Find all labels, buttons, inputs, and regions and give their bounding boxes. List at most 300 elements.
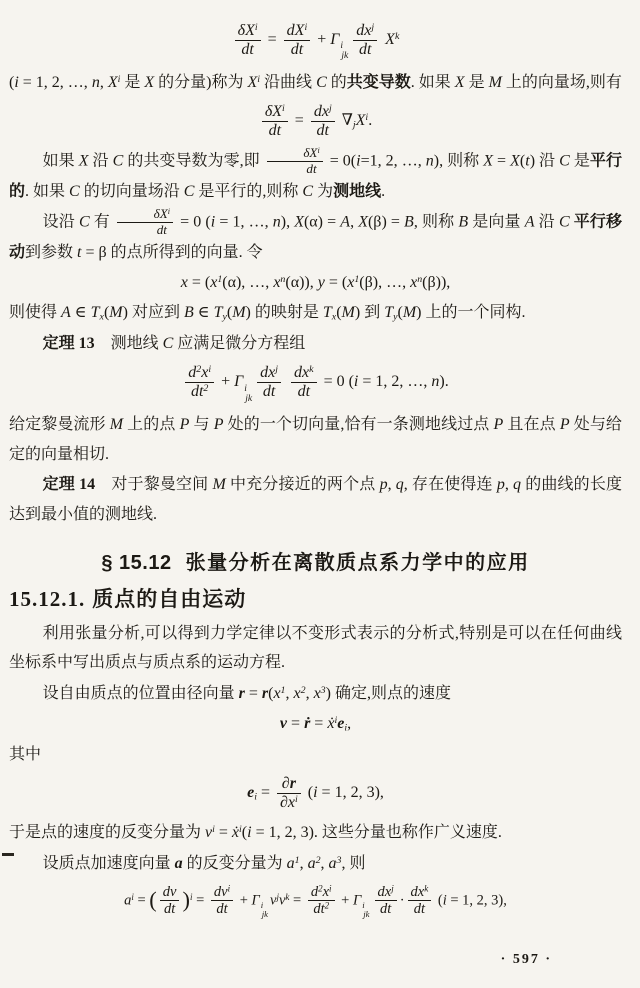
text-run: , xyxy=(285,684,294,702)
text-run: + xyxy=(313,31,331,48)
fraction xyxy=(160,884,180,917)
math-var: X xyxy=(78,152,89,170)
superscript: i xyxy=(329,883,332,894)
text-run: = 1, 2, …, xyxy=(18,73,92,91)
sup-sub xyxy=(362,901,369,920)
superscript: i xyxy=(362,900,365,911)
math-var: i xyxy=(442,892,447,909)
math-var: dt xyxy=(216,901,228,918)
superscript: i xyxy=(260,900,264,911)
superscript: i xyxy=(317,146,320,156)
math-var: T xyxy=(213,304,223,322)
math-var: dx xyxy=(377,884,392,901)
page-content xyxy=(9,22,622,920)
math-var: n xyxy=(91,73,100,91)
math-var: p xyxy=(379,476,388,494)
text-run: . 如果 xyxy=(410,73,455,91)
text-run: 对于黎曼空间 xyxy=(95,476,213,494)
text-run: 上的向量场,则有 xyxy=(501,73,622,91)
math-var: P xyxy=(179,416,190,434)
text-run: ( xyxy=(103,304,110,322)
math-var: P xyxy=(213,416,224,434)
text-run: ) 沿 xyxy=(529,152,560,170)
text-run: 沿 xyxy=(534,213,559,231)
math-var: M xyxy=(109,416,124,434)
subsection-title: 质点的自由运动 xyxy=(92,587,247,611)
superscript: k xyxy=(394,31,400,43)
math-var: dv xyxy=(213,884,228,901)
superscript: n xyxy=(417,274,423,286)
paragraph xyxy=(9,298,622,328)
math-var: C xyxy=(316,73,327,91)
math-var: dt xyxy=(163,901,176,918)
subscript: y xyxy=(222,311,227,323)
text-run: ( xyxy=(397,304,403,322)
subscript: jk xyxy=(341,50,349,62)
paragraph xyxy=(9,146,622,206)
paragraph xyxy=(9,849,622,879)
math-var: ẋ xyxy=(231,823,240,841)
fraction xyxy=(117,207,173,237)
math-var: T xyxy=(384,304,394,322)
math-var: A xyxy=(524,213,535,231)
math-var: v xyxy=(270,892,277,909)
math-vector: e xyxy=(247,784,255,802)
math-var: dt xyxy=(379,901,392,918)
superscript: i xyxy=(282,103,285,115)
text-run: (α), …, xyxy=(222,274,274,292)
subscript: i xyxy=(254,791,257,803)
text-run: 设沿 xyxy=(42,213,79,231)
text-run: + xyxy=(236,892,252,909)
superscript: 2 xyxy=(315,854,321,866)
math-var: C xyxy=(162,334,174,352)
math-var: δX xyxy=(303,145,318,161)
math-var: d xyxy=(310,884,319,901)
text-run: = 0 ( xyxy=(319,373,354,391)
text-run: 处的一个切向量,恰有一条测地线过点 xyxy=(223,416,494,434)
paragraph xyxy=(9,679,622,709)
math-var: i xyxy=(313,784,318,802)
math-var: X xyxy=(294,213,304,231)
superscript: i xyxy=(227,883,231,894)
math-var: ẋ xyxy=(327,715,335,733)
text-run: · xyxy=(399,892,405,909)
text-run: . 如果 xyxy=(25,182,70,200)
math-var: q xyxy=(513,476,522,494)
math-var: x xyxy=(287,794,295,812)
bold-text: 共变导数 xyxy=(346,73,411,91)
math-var: x xyxy=(347,274,355,292)
text-run: ( xyxy=(268,684,274,702)
fraction xyxy=(235,22,261,59)
text-run: ). xyxy=(439,373,449,391)
math-var: C xyxy=(559,152,570,170)
math-var: X xyxy=(385,31,395,48)
fraction xyxy=(375,884,397,917)
text-run: 如果 xyxy=(42,152,79,170)
math-var: C xyxy=(183,182,195,200)
paragraph xyxy=(9,68,622,98)
text-run: 沿曲线 xyxy=(260,73,317,91)
math-vector: a xyxy=(174,854,183,872)
big-paren: ( xyxy=(149,887,157,913)
text-run: = β 的点所得到的向量. 令 xyxy=(81,243,263,261)
text-run: , 存在使得连 xyxy=(403,476,497,494)
superscript: i xyxy=(189,891,193,902)
math-var: i xyxy=(353,373,359,391)
math-var: v xyxy=(205,823,213,841)
subscript: jk xyxy=(261,909,269,920)
math-var: a xyxy=(307,854,316,872)
superscript: n xyxy=(280,274,286,286)
text-run: 且在点 xyxy=(503,416,560,434)
text-run: (α) = xyxy=(303,213,341,231)
superscript: 2 xyxy=(203,383,209,395)
math-vector: r xyxy=(289,775,296,793)
bold-text: 平行的 xyxy=(9,152,622,200)
math-var: X xyxy=(483,152,494,170)
math-var: Γ xyxy=(234,373,244,391)
bold-text: 测地线 xyxy=(333,182,382,200)
text-run: = xyxy=(493,152,511,170)
text-run: 上的点 xyxy=(123,416,180,434)
math-var: M xyxy=(488,73,502,91)
text-run: = 1, 2, …, xyxy=(358,373,432,391)
math-var: dt xyxy=(268,122,282,140)
text-run: . xyxy=(368,112,373,130)
bold-text: 定理 13 xyxy=(42,334,95,352)
text-run: = xyxy=(289,892,305,909)
text-run: = 1, 2, 3), xyxy=(446,892,507,909)
fraction xyxy=(291,364,317,401)
text-run: ( xyxy=(303,784,314,802)
math-var: x xyxy=(273,684,281,702)
text-run: = 1, 2, 3), xyxy=(317,784,384,802)
paragraph xyxy=(9,410,622,469)
text-run: = 0 ( xyxy=(176,213,211,231)
text-run: , xyxy=(347,715,352,733)
math-var: M xyxy=(232,304,246,322)
math-var: C xyxy=(78,213,90,231)
paragraph xyxy=(9,329,622,359)
text-run: = xyxy=(256,784,274,802)
text-run: 其中 xyxy=(9,745,42,763)
math-var: X xyxy=(247,73,258,91)
superscript: i xyxy=(131,891,134,902)
math-var: dt xyxy=(297,383,311,401)
text-run: , xyxy=(299,854,308,872)
subsection-number: 15.12.1. xyxy=(9,586,86,611)
fraction xyxy=(408,884,432,917)
subscript: jk xyxy=(363,909,370,920)
math-var: t xyxy=(525,152,530,170)
superscript: i xyxy=(244,382,247,394)
sup-sub xyxy=(244,384,252,405)
math-var: a xyxy=(124,892,132,909)
math-var: dt xyxy=(241,40,254,58)
text-run: , xyxy=(305,684,314,702)
math-var: B xyxy=(404,213,414,231)
display-equation xyxy=(9,273,622,292)
text-run: (α)), xyxy=(285,274,318,292)
math-var: Γ xyxy=(330,31,340,48)
text-run: = xyxy=(287,715,305,733)
text-run: 于是点的速度的反变分量为 xyxy=(9,823,206,841)
text-run: 是平行的,则称 xyxy=(194,182,303,200)
fraction xyxy=(211,884,233,917)
fraction xyxy=(267,146,323,176)
math-var: dx xyxy=(313,103,329,121)
math-var: i xyxy=(356,152,361,170)
text-run: = ( xyxy=(187,274,211,292)
text-run: ), 则称 xyxy=(433,152,484,170)
math-var: x xyxy=(313,684,321,702)
superscript: 3 xyxy=(336,854,342,866)
text-run: ( xyxy=(9,73,15,91)
math-var: M xyxy=(212,476,226,494)
text-run: (β)), xyxy=(422,274,451,292)
paragraph xyxy=(9,619,622,678)
math-var: i xyxy=(14,73,19,91)
math-var: q xyxy=(395,476,404,494)
math-var: A xyxy=(340,213,351,231)
text-run: = ( xyxy=(324,274,348,292)
math-var: x xyxy=(293,684,301,702)
superscript: i xyxy=(208,364,212,376)
text-run: = 0( xyxy=(325,152,357,170)
math-var: dt xyxy=(190,383,204,401)
math-var: T xyxy=(90,304,100,322)
fraction xyxy=(257,364,281,401)
math-vector: e xyxy=(337,715,345,733)
math-var: A xyxy=(61,304,71,322)
paragraph xyxy=(9,740,622,770)
math-var: dt xyxy=(156,221,167,237)
text-run: 中充分接近的两个点 xyxy=(225,476,380,494)
math-var: M xyxy=(109,304,123,322)
text-run: 的 xyxy=(326,73,347,91)
section-number: § 15.12 xyxy=(101,551,172,574)
text-run: , xyxy=(320,854,329,872)
fraction xyxy=(262,103,288,140)
text-run: = xyxy=(192,892,208,909)
display-equation xyxy=(9,103,622,140)
math-var: x xyxy=(201,364,209,382)
text-run: 的切向量场沿 xyxy=(79,182,184,200)
superscript: 1 xyxy=(354,274,360,286)
math-var: X xyxy=(510,152,520,170)
text-run: = 1, …, xyxy=(215,213,273,231)
text-run: = xyxy=(133,892,150,909)
fraction xyxy=(308,884,335,917)
fraction xyxy=(277,775,301,812)
paragraph xyxy=(9,207,622,267)
text-run: 是 xyxy=(120,73,145,91)
math-var: dv xyxy=(162,884,177,901)
fraction xyxy=(353,22,377,59)
superscript: 2 xyxy=(318,883,323,894)
math-var: P xyxy=(559,416,570,434)
math-var: X xyxy=(454,73,465,91)
math-var: i xyxy=(210,213,216,231)
superscript: 1 xyxy=(280,684,286,696)
math-var: n xyxy=(425,152,434,170)
text-run: ∈ xyxy=(193,304,214,322)
math-var: X xyxy=(144,73,155,91)
text-run: =1, 2, …, xyxy=(360,152,426,170)
math-var: dt xyxy=(313,901,325,918)
superscript: j xyxy=(276,891,279,902)
text-run: 应满足微分方程组 xyxy=(173,334,306,352)
text-run: (β) = xyxy=(367,213,405,231)
text-run: = xyxy=(263,31,281,48)
text-run: (β), …, xyxy=(359,274,411,292)
superscript: i xyxy=(254,22,258,34)
paragraph xyxy=(9,470,622,529)
math-var: t xyxy=(77,243,82,261)
math-var: n xyxy=(272,213,281,231)
text-run: ∂ xyxy=(281,775,290,793)
superscript: j xyxy=(391,883,394,894)
text-run: ) 上的一个同构. xyxy=(416,304,526,322)
math-var: x xyxy=(410,274,418,292)
math-var: x xyxy=(322,884,330,901)
math-var: C xyxy=(112,152,124,170)
text-run: ( xyxy=(226,304,233,322)
superscript: i xyxy=(340,40,344,52)
superscript: 1 xyxy=(217,274,223,286)
text-run: ( xyxy=(336,304,342,322)
text-run: , xyxy=(387,476,396,494)
math-var: B xyxy=(458,213,469,231)
superscript: i xyxy=(365,112,369,124)
math-vector: ṙ xyxy=(304,715,311,733)
subscript: x xyxy=(99,311,104,323)
superscript: j xyxy=(275,364,279,376)
math-var: dx xyxy=(410,884,425,901)
superscript: i xyxy=(212,824,215,836)
display-equation xyxy=(9,364,622,404)
big-paren: ) xyxy=(182,887,190,913)
math-var: Γ xyxy=(352,892,362,909)
math-var: x xyxy=(180,274,188,292)
math-var: C xyxy=(69,182,80,200)
bold-text: 定理 14 xyxy=(42,476,96,494)
superscript: k xyxy=(424,883,429,894)
math-var: dx xyxy=(260,364,276,382)
text-run: ) 对应到 xyxy=(122,304,184,322)
math-var: B xyxy=(183,304,194,322)
math-var: a xyxy=(328,854,337,872)
math-var: dt xyxy=(290,40,304,58)
superscript: 1 xyxy=(294,854,300,866)
text-run: = xyxy=(244,684,262,702)
math-var: T xyxy=(322,304,332,322)
text-run: . xyxy=(381,182,386,200)
text-run: = xyxy=(214,823,232,841)
sup-sub xyxy=(340,41,348,62)
math-var: M xyxy=(341,304,355,322)
math-var: a xyxy=(286,854,295,872)
math-var: δX xyxy=(264,103,283,121)
sup-sub xyxy=(261,901,268,920)
math-var: dx xyxy=(294,364,310,382)
bold-text: 平行移动 xyxy=(9,213,622,261)
text-run: 则使得 xyxy=(9,304,62,322)
superscript: i xyxy=(334,715,338,727)
superscript: i xyxy=(167,207,171,217)
superscript: 2 xyxy=(196,364,202,376)
superscript: i xyxy=(117,73,121,85)
math-var: d xyxy=(188,364,197,382)
math-var: C xyxy=(302,182,314,200)
display-equation xyxy=(9,714,622,733)
subscript: jk xyxy=(245,392,253,404)
text-run: + xyxy=(337,892,353,909)
math-var: δX xyxy=(153,206,168,222)
fraction xyxy=(284,22,311,59)
math-var: dt xyxy=(358,40,372,58)
math-var: Γ xyxy=(251,892,260,909)
display-equation xyxy=(9,22,622,62)
text-run: = xyxy=(290,112,308,130)
math-var: dt xyxy=(306,160,317,176)
superscript: 2 xyxy=(324,900,330,911)
math-vector: r xyxy=(238,684,245,702)
math-var: X xyxy=(107,73,118,91)
math-var: dt xyxy=(262,383,276,401)
math-var: n xyxy=(431,373,440,391)
text-run: 有 xyxy=(89,213,115,231)
math-var: v xyxy=(278,892,286,909)
text-run: 设自由质点的位置由径向量 xyxy=(42,684,239,702)
text-run: 的曲线的长度达到最小值的测地线. xyxy=(9,476,622,523)
text-run: 处与给定的向量相切. xyxy=(9,416,622,463)
text-run: 是向量 xyxy=(468,213,525,231)
superscript: 2 xyxy=(300,684,306,696)
section-title: 张量分析在离散质点系力学中的应用 xyxy=(185,551,530,574)
math-var: p xyxy=(496,476,505,494)
text-run: ( xyxy=(241,823,248,841)
text-run: 是 xyxy=(569,152,590,170)
subscript: y xyxy=(393,311,398,323)
math-var: dt xyxy=(413,901,426,918)
superscript: j xyxy=(371,22,375,34)
math-var: i xyxy=(247,823,252,841)
paragraph xyxy=(9,818,622,848)
superscript: 3 xyxy=(320,684,326,696)
text-run: 利用张量分析,可以得到力学定律以不变形式表示的分析式,特别是可以在任何曲线坐标系中写出质点与质点系的运动方程. xyxy=(9,624,622,672)
text-run: 设质点加速度向量 xyxy=(42,854,175,872)
superscript: k xyxy=(309,364,314,376)
math-var: dt xyxy=(316,122,329,140)
math-var: dx xyxy=(356,22,372,39)
math-var: dX xyxy=(286,22,305,39)
text-run: 给定黎曼流形 xyxy=(9,416,110,434)
subscript: i xyxy=(344,722,348,734)
superscript: k xyxy=(285,891,290,902)
superscript: j xyxy=(328,103,332,115)
text-run: 的分量)称为 xyxy=(154,73,248,91)
math-var: δX xyxy=(237,22,255,39)
text-run: ∇ xyxy=(337,112,353,130)
page-number: · 597 · xyxy=(500,952,552,967)
math-var: x xyxy=(273,274,281,292)
subsection-heading xyxy=(9,583,622,613)
text-run: , xyxy=(504,476,514,494)
text-run: 是 xyxy=(464,73,489,91)
